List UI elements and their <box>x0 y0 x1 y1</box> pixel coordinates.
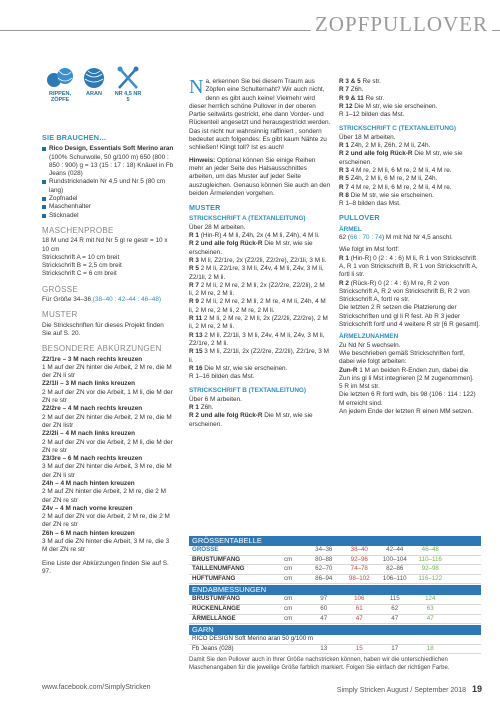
instruction-row: R 9 2 M li, 2 M re, 2 M li, 2 M re, 4 M li, Z4h, 4 M li, 2 M re, 2 M li, 2 M re, 2 M li. <box>189 298 326 314</box>
abbr-desc: 2 M auf der ZN vor die Arbeit, 1 M li, die M der ZN re str <box>42 388 173 405</box>
muster-heading: MUSTER <box>189 203 221 213</box>
abbr-desc: 3 M auf die ZN hinter die Arbeit, 3 M re, die 3 M der ZN re str <box>42 538 170 554</box>
instruction-row: R 3 M li, Z2/1re, 2x (Z2/2li, Z2/2re), Z2/1li, 3 M li. <box>189 256 327 264</box>
instruction-line: An jedem Ende der letzten R einen MM setzen. <box>339 407 473 415</box>
instruction-line: Über 28 M arbeiten. <box>189 223 246 231</box>
yarn-icon <box>80 66 108 97</box>
instruction-line: Wie folgt im Mst fortf: <box>339 246 400 254</box>
yarn-heading: GARN <box>189 625 481 635</box>
instruction-row: R 2 und alle folg Rück-R Die M str, wie sie erscheinen. <box>189 240 313 256</box>
drop-cap: N <box>189 76 204 98</box>
abbreviations-heading: BESONDERE ABKÜRZUNGEN <box>42 344 162 354</box>
instruction-row: R 1 Z4h, 2 M li, Z6h, 2 M li, Z4h. <box>339 142 431 150</box>
abbr-desc: 2 M auf der ZN vor die Arbeit, 2 M re, die 2 M der ZN re str <box>42 513 170 529</box>
footer-link[interactable]: www.facebook.com/SimplyStricken <box>42 684 151 691</box>
footer-issue: Simply Stricken August / September 2018 19 <box>336 684 482 694</box>
instruction-line: R 1–12 bilden das Mst. <box>339 111 405 119</box>
gauge-heading: MASCHENPROBE <box>42 225 114 235</box>
abbr-desc: 2 M auf der ZN vor die Arbeit, 2 M li, die M der ZN re str <box>42 438 173 454</box>
materials-item: Rico Design, Essentials Soft Merino aran (100% Schurwolle, 50 g/100 m) 650 (800 : 850 : 900) g = 13 (15 : 17 : 18) Knäuel in Fb Jeans (028) <box>42 145 174 178</box>
instruction-row: R 15 3 M li, Z2/1li, 2x (Z2/2re, Z2/2li), Z2/1re, 3 M li. <box>189 348 329 364</box>
materials-item: Zopfnadel <box>42 195 174 203</box>
instruction-row: R 7 2 M li, 2 M re, 2 M li, 2x (Z2/2re, Z2/2li), 2 M li, 2 M re, 2 M li. <box>189 281 325 298</box>
instruction-row: R 16 Die M str, wie sie erscheinen. <box>189 364 288 372</box>
instruction-line: Zu Nd Nr 5 wechseln. <box>339 341 401 349</box>
instruction-row: Zun-R 1 M an beiden R-Enden zun, dabei die Zun ins gl li Mst integrieren [2 M zugenommen]. <box>339 366 474 382</box>
instruction-row: R 5 2 M li, Z2/1re, 3 M li, Z4v, 4 M li, Z4v, 3 M li, Z2/1li, 2 M li. <box>189 265 324 281</box>
abbr-term: Z4h – 4 M nach hinten kreuzen <box>42 479 135 487</box>
instruction-row: R 5 Z4h, 2 M li, 6 M re, 2 M li, Z4h. <box>339 175 438 183</box>
chart-b-heading: STRICKSCHRIFT B (TEXTANLEITUNG) <box>189 387 307 395</box>
footer <box>42 684 482 694</box>
icon-label: RIPPEN, ZÖPFE <box>48 91 71 103</box>
sleeve-heading: ÄRMEL <box>339 225 362 233</box>
chart-c-heading: STRICKSCHRIFT C (TEXTANLEITUNG) <box>339 125 457 133</box>
gauge-line: Strickschrift B = 2,5 cm breit <box>42 262 122 270</box>
abbr-desc: 2 M auf ZN hinter die Arbeit, 2 M re, die 2 M der ZN re str <box>42 488 166 504</box>
instruction-row: R 12 Die M str, wie sie erscheinen. <box>339 102 438 110</box>
instruction-line: Die letzten 6 R fortl wdh, bis 98 (106 : 114 : 122) M erreicht sind. <box>339 391 476 407</box>
abbr-note: Eine Liste der Abkürzungen finden Sie auf S. 97. <box>42 559 169 575</box>
abbr-term: Z3/3re – 6 M nach rechts kreuzen <box>42 455 143 463</box>
instruction-line: Die letzten 2 R setzen die Platzierung der Strickschriften und gl li R fest. Ab R 3 jeder Strickschrift fortf und 4 weitere R str [6 R gesamt]. <box>339 304 480 329</box>
instruction-line: Über 6 M arbeiten. <box>189 395 242 403</box>
intro-paragraph: Na, erkennen Sie bei diesem Traum aus Zöpfen eine Schulternaht? Wir auch nicht, denn es gibt auch keine! Vielmehr wird dieser herrlich schöne Pullover in der oberen Partie seitwärts gestrickt, ehe dann Vorder- und Rückenteil angesetzt und herausgestrickt werden. Das ist nicht nur wahnsinnig raffiniert , sondern bedeutet auch folgendes: Es gibt kaum Nähte zu schließen! Klingt toll? Ist es auch! <box>189 76 331 152</box>
abbr-desc: 3 M auf der ZN hinter die Arbeit, 3 M re, die M der ZN li str <box>42 463 172 479</box>
instruction-row: R 9 & 11 Re str. <box>339 94 385 102</box>
abbr-desc: 2 M auf der ZN hinter die Arbeit, 2 M re, die M der ZN listr <box>42 413 172 429</box>
materials-item: Sticknadel <box>42 212 174 220</box>
sleeve-increase-heading: ÄRMELZUNAHMEN <box>339 333 399 341</box>
abbr-term: Z4v – 4 M nach vorne kreuzen <box>42 504 133 512</box>
needles-icon <box>114 66 142 103</box>
gauge-text: 18 M und 24 R mit Nd Nr 5 gl re gestr = 10 x 10 cm <box>42 237 168 253</box>
instruction-row: R 7 Z6h. <box>339 86 364 94</box>
chart-a-heading: STRICKSCHRIFT A (TEXTANLEITUNG) <box>189 215 306 223</box>
materials-heading: SIE BRAUCHEN… <box>42 133 107 142</box>
abbr-term: Z2/2re – 4 M nach rechts kreuzen <box>42 405 143 413</box>
size-table-heading: GRÖSSENTABELLE <box>189 536 481 546</box>
materials-item: Rundstricknadeln Nr 4,5 und Nr 5 (80 cm lang) <box>42 178 174 195</box>
instruction-line: R 1–8 bilden das Mst. <box>339 200 401 208</box>
abbr-term: Z2/2li – 4 M nach links kreuzen <box>42 430 136 438</box>
size-text: Für Größe 34–36 (38–40 : 42–44 : 46–48) <box>42 296 162 304</box>
abbr-term: Z2/1re – 3 M nach rechts kreuzen <box>42 355 143 363</box>
page-number: 19 <box>471 684 482 694</box>
gauge-line: Strickschrift A = 10 cm breit <box>42 253 120 261</box>
table-row: HÜFTUMFANG cm 86–94 98–102 106–110 116–122 <box>189 575 481 585</box>
abbr-term: Z2/1li – 3 M nach links kreuzen <box>42 380 136 388</box>
table-row: ÄRMELLÄNGE cm 47 47 47 47 <box>189 615 481 625</box>
table-note: Damit Sie den Pullover auch in Ihrer Größe nachstricken können, haben wir die unterschiedlichen Maschenangaben für die jeweilige Größe farblich markiert. Folgen Sie einfach der richtigen Farbe. <box>189 657 450 671</box>
table-row: Fb Jeans (028) 13 15 17 18 <box>189 645 481 655</box>
table-row: RICO DESIGN Soft Merino aran 50 g/100 m <box>189 635 481 645</box>
size-table <box>189 535 481 673</box>
final-measurements-heading: ENDABMESSUNGEN <box>189 585 481 595</box>
instruction-row: R 1 (Hin-R) 4 M li, Z4h, 2x (4 M li, Z4h), 4 M li. <box>189 232 320 240</box>
materials-item: Maschenhalter <box>42 203 174 211</box>
instruction-row: R 13 2 M li, Z2/1li, 3 M li, Z4v, 4 M li, Z4v, 3 M li, Z2/1re, 2 M li. <box>189 331 325 347</box>
instruction-row: R 8 Die M str, wie sie erscheinen. <box>339 191 434 199</box>
instruction-line: 62 (66 : 70 : 74) M mit Nd Nr 4,5 anschl. <box>339 234 453 242</box>
instruction-row: R 1 (Hin-R) 0 (2 : 4 : 6) M li, R 1 von Strickschrift A, R 1 von Strickschrift B, R 1 von Strickschrift A, fortl li str. <box>339 254 478 279</box>
sidebar-column <box>42 128 174 576</box>
table-row: TAILLENUMFANG cm 62–70 74–78 82–86 92–98 <box>189 565 481 575</box>
table-row: BRUSTUMFANG cm 97 106 115 124 <box>189 595 481 605</box>
instruction-row: R 3 & 5 Re str. <box>339 78 381 85</box>
size-heading: GRÖSSE <box>42 284 79 294</box>
icon-label: NR 4,5 NR 5 <box>114 91 142 103</box>
abbr-term: Z6h – 6 M nach hinten kreuzen <box>42 529 135 537</box>
pullover-heading: PULLOVER <box>339 213 380 223</box>
instruction-row: R 1 Z6h. <box>189 403 214 411</box>
page-title: ZOPFPULLOVER <box>311 12 492 37</box>
pattern-heading: MUSTER <box>42 310 78 320</box>
main-column <box>189 78 331 429</box>
instruction-row: R 7 4 M re, 2 M li, 6 M re, 2 M li, 4 M re. <box>339 183 452 191</box>
instruction-line: 5 R im Mst str. <box>339 383 380 391</box>
instruction-row: R 2 und alle folg Rück-R Die M str, wie sie erscheinen. <box>189 412 313 428</box>
table-row: BRUSTUMFANG cm 80–88 92–96 100–104 110–116 <box>189 556 481 566</box>
pattern-icons <box>46 66 146 110</box>
icon-label: ARAN <box>86 91 102 97</box>
gauge-line: Strickschrift C = 6 cm breit <box>42 270 117 278</box>
instruction-row: R 11 2 M li, 2 M re, 2 M li, 2x (Z2/2li, Z2/2re), 2 M li, 2 M re, 2 M li. <box>189 315 328 331</box>
hint-paragraph: Hinweis: Optional können Sie einige Reihen mehr an jeder Seite des Halsausschnittes arbeiten, um das Muster auf jeder Seite auszugleichen. Genauso können Sie auch an den beiden Ärmelenden vorgehen. <box>189 156 331 197</box>
pattern-text: Die Strickschriften für dieses Projekt finden Sie auf S. 20. <box>42 321 164 337</box>
table-header-row: GRÖSSE 34–36 38–40 42–44 46–48 <box>189 546 481 556</box>
instruction-row: R 3 4 M re, 2 M li, 6 M re, 2 M li, 4 M re. <box>339 166 452 174</box>
instruction-line: Wie beschrieben gemäß Strickschriften fortf, dabei wie folgt arbeiten: <box>339 349 465 366</box>
instruction-row: R 2 (Rück-R) 0 (2 : 4 : 6) M re, R 2 von Strickschrift A, R 2 von Strickschrift B, R 2 von Strickschrift A, fortl re str. <box>339 279 470 304</box>
instruction-line: Über 18 M arbeiten. <box>339 133 396 141</box>
instruction-line: R 1–16 bilden das Mst. <box>189 373 255 381</box>
instruction-row: R 2 und alle folg Rück-R Die M str, wie sie erscheinen. <box>339 150 463 166</box>
yarn-balls-icon <box>46 66 74 103</box>
abbr-desc: 1 M auf der ZN hinter die Arbeit, 2 M re, die M der ZN li str <box>42 363 172 380</box>
table-row: RÜCKENLÄNGE cm 60 61 62 63 <box>189 605 481 615</box>
right-column <box>339 78 481 416</box>
